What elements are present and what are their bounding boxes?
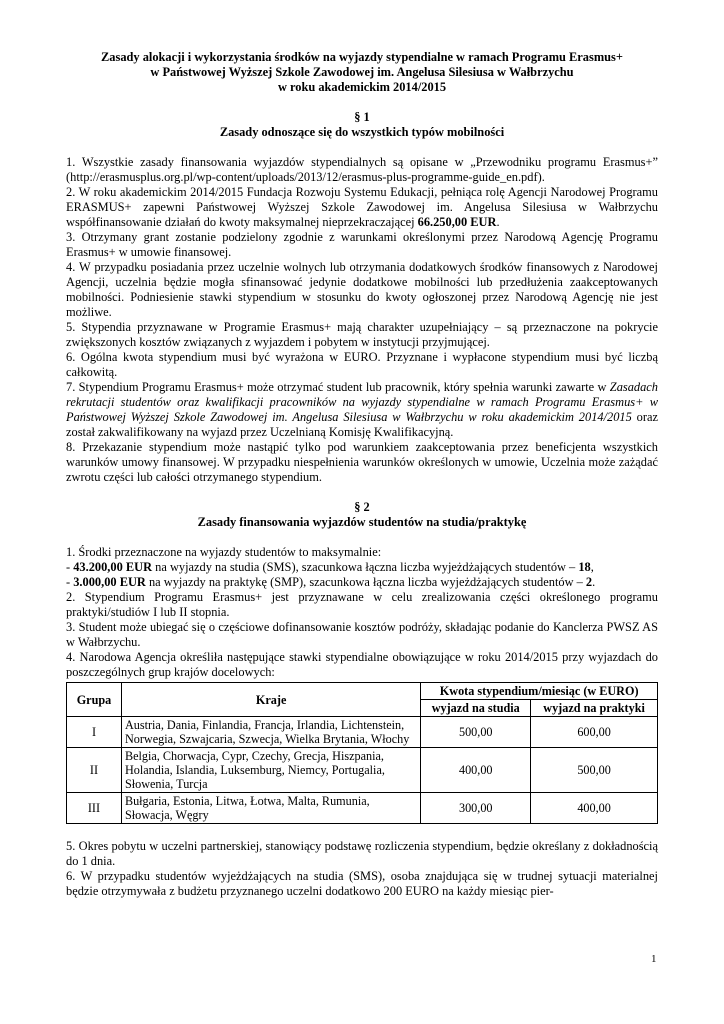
section-1-title: Zasady odnoszące się do wszystkich typów mobilności <box>219 125 505 139</box>
section-2-number: § 2 <box>354 500 370 514</box>
studies-rate-cell: 400,00 <box>421 748 531 793</box>
s1-paragraph-4: 4. W przypadku posiadania przez uczelnie wolnych lub otrzymania dodatkowych środków finansowych z Narodowej Agencji, uczelnia będzie mogła sfinansować jedynie dodatkowe mobilności lub przedłużenia zaakceptowanych mobilności. Podniesienie stawki stypendium w stosunku do kwoty ogłoszonej przez Narodową Agencję nie jest możliwe. <box>66 260 658 319</box>
s2-paragraph-4: 4. Narodowa Agencja określiła następujące stawki stypendialne obowiązujące w roku 2014/2015 przy wyjazdach do poszczególnych grup krajów docelowych: <box>66 650 658 679</box>
group-cell: I <box>67 717 122 748</box>
s2-bullet-smp: - 3.000,00 EUR na wyjazdy na praktykę (SMP), szacunkowa łączna liczba wyjeżdżających studentów – 2. <box>66 575 596 589</box>
studies-rate-cell: 300,00 <box>421 793 531 824</box>
internship-rate-cell: 400,00 <box>531 793 658 824</box>
table-row <box>67 793 658 824</box>
s1-paragraph-2: 2. W roku akademickim 2014/2015 Fundacja Rozwoju Systemu Edukacji, pełniąca rolę Agencji Narodowej Programu ERASMUS+ zapewni Państwowej Wyższej Szkole Zawodowej im. Angelusa Silesiusa w Wałbrzychu współfinansowanie działań do kwoty maksymalnej nieprzekraczającej 66.250,00 EUR. <box>66 185 658 229</box>
doc-title-line-2: w Państwowej Wyższej Szkole Zawodowej im. Angelusa Silesiusa w Wałbrzychu <box>150 65 574 79</box>
document-page <box>66 50 658 899</box>
countries-cell: Belgia, Chorwacja, Cypr, Czechy, Grecja, Hiszpania, Holandia, Islandia, Luksemburg, Niemcy, Portugalia, Słowenia, Turcja <box>121 748 420 793</box>
header-group: Grupa <box>67 683 122 717</box>
table-row <box>67 717 658 748</box>
doc-title-line-1: Zasady alokacji i wykorzystania środków na wyjazdy stypendialne w ramach Programu Erasmus+ <box>101 50 623 64</box>
s2-paragraph-3: 3. Student może ubiegać się o częściowe dofinansowanie kosztów podróży, składając podanie do Kanclerza PWSZ AS w Wałbrzychu. <box>66 620 658 649</box>
group-cell: II <box>67 748 122 793</box>
s1-paragraph-3: 3. Otrzymany grant zostanie podzielony zgodnie z warunkami określonymi przez Narodową Agencję Programu Erasmus+ w umowie finansowej. <box>66 230 658 259</box>
doc-title-line-3: w roku akademickim 2014/2015 <box>277 80 447 94</box>
s2-paragraph-6: 6. W przypadku studentów wyjeżdżających na studia (SMS), osoba znajdująca się w trudnej sytuacji materialnej będzie otrzymywała z budżetu przyznanego uczelni dodatkowo 200 EURO na każdy miesiąc pier- <box>66 869 658 898</box>
s2-paragraph-5: 5. Okres pobytu w uczelni partnerskiej, stanowiący podstawę rozliczenia stypendium, będzie określany z dokładnością do 1 dnia. <box>66 839 658 868</box>
s2-paragraph-1: 1. Środki przeznaczone na wyjazdy studentów to maksymalnie: <box>66 545 382 559</box>
rules-document-title: Zasadach rekrutacji studentów oraz kwalifikacji pracowników na wyjazdy stypendialne w ramach Programu Erasmus+ w Państwowej Wyższej Szkole Zawodowej im. Angelusa Silesiusa w Wałbrzychu w roku akademickim 2014/2015 <box>66 380 658 424</box>
s2-bullet-sms: - 43.200,00 EUR na wyjazdy na studia (SMS), szacunkowa łączna liczba wyjeżdżających studentów – 18, <box>66 560 594 574</box>
header-internship: wyjazd na praktyki <box>531 700 658 717</box>
s2-paragraph-2: 2. Stypendium Programu Erasmus+ jest przyznawane w celu zrealizowania części określonego programu praktyki/studiów I lub II stopnia. <box>66 590 658 619</box>
s1-paragraph-1: 1. Wszystkie zasady finansowania wyjazdów stypendialnych są opisane w „Przewodniku programu Erasmus+” (http://erasmusplus.org.pl/wp-content/uploads/2013/12/erasmus-plus-programme-guide_en.pdf). <box>66 155 658 184</box>
header-studies: wyjazd na studia <box>421 700 531 717</box>
internship-rate-cell: 600,00 <box>531 717 658 748</box>
grant-amount: 66.250,00 EUR <box>417 215 497 229</box>
studies-rate-cell: 500,00 <box>421 717 531 748</box>
s1-paragraph-7: 7. Stypendium Programu Erasmus+ może otrzymać student lub pracownik, który spełnia warunki zawarte w Zasadach rekrutacji studentów oraz kwalifikacji pracowników na wyjazdy stypendialne w ramach Programu Erasmus+ w Państwowej Wyższej Szkole Zawodowej im. Angelusa Silesiusa w Wałbrzychu w roku akademickim 2014/2015 oraz został zakwalifikowany na wyjazd przez Uczelnianą Komisję Kwalifikacyjną. <box>66 380 658 439</box>
internship-rate-cell: 500,00 <box>531 748 658 793</box>
section-2-title: Zasady finansowania wyjazdów studentów na studia/praktykę <box>197 515 527 529</box>
s1-paragraph-5: 5. Stypendia przyznawane w Programie Erasmus+ mają charakter uzupełniający – są przeznaczone na pokrycie zwiększonych kosztów związanych z wyjazdem i pobytem w instytucji przyjmującej. <box>66 320 658 349</box>
section-1-number: § 1 <box>354 110 370 124</box>
group-cell: III <box>67 793 122 824</box>
header-countries: Kraje <box>121 683 420 717</box>
page-number: 1 <box>651 953 657 965</box>
table-row <box>67 748 658 793</box>
s1-paragraph-8: 8. Przekazanie stypendium może nastąpić tylko pod warunkiem zaakceptowania przez beneficjenta wszystkich warunków umowy finansowej. W przypadku niespełnienia warunków określonych w umowie, Uczelnia może zażądać zwrotu części lub całości otrzymanego stypendium. <box>66 440 658 484</box>
header-amount: Kwota stypendium/miesiąc (w EURO) <box>421 683 658 700</box>
scholarship-rates-table <box>66 682 658 824</box>
countries-cell: Bułgaria, Estonia, Litwa, Łotwa, Malta, Rumunia, Słowacja, Węgry <box>121 793 420 824</box>
countries-cell: Austria, Dania, Finlandia, Francja, Irlandia, Lichtenstein, Norwegia, Szwajcaria, Szwecja, Wielka Brytania, Włochy <box>121 717 420 748</box>
s1-paragraph-6: 6. Ogólna kwota stypendium musi być wyrażona w EURO. Przyznane i wypłacone stypendium musi być liczbą całkowitą. <box>66 350 658 379</box>
